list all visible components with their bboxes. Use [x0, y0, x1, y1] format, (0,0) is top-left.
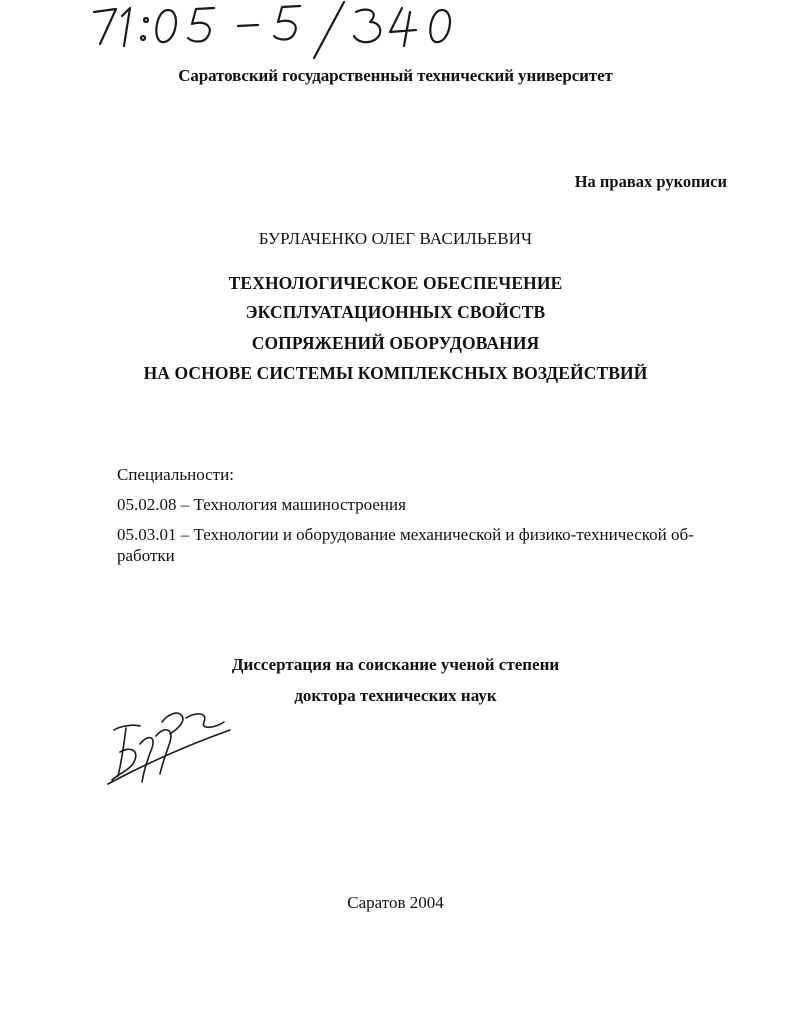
manuscript-rights-note: На правах рукописи	[574, 172, 727, 191]
handwritten-signature	[104, 700, 234, 790]
thesis-title-line-1: ТЕХНОЛОГИЧЕСКОЕ ОБЕСПЕЧЕНИЕ	[228, 273, 563, 293]
dissertation-statement: Диссертация на соискание ученой степени	[231, 655, 560, 674]
city-and-year: Саратов 2004	[347, 893, 444, 912]
thesis-title-line-3: СОПРЯЖЕНИЙ ОБОРУДОВАНИЯ	[251, 333, 540, 353]
thesis-title-line-2: ЭКСПЛУАТАЦИОННЫХ СВОЙСТВ	[245, 302, 546, 322]
university-name: Саратовский государственный технический университет	[178, 66, 613, 85]
specialty-line-1: 05.02.08 – Технология машиностроения	[117, 495, 406, 514]
degree-statement: доктора технических наук	[294, 686, 497, 705]
thesis-title-line-4: НА ОСНОВЕ СИСТЕМЫ КОМПЛЕКСНЫХ ВОЗДЕЙСТВИЙ	[143, 363, 648, 383]
specialty-line-2: 05.03.01 – Технологии и оборудование механической и физико-технической об-	[117, 525, 694, 544]
specialty-line-2-continued: работки	[117, 546, 175, 565]
handwritten-archive-code	[86, 0, 476, 60]
author-name: БУРЛАЧЕНКО ОЛЕГ ВАСИЛЬЕВИЧ	[258, 229, 533, 248]
specialties-label: Специальности:	[117, 465, 234, 484]
